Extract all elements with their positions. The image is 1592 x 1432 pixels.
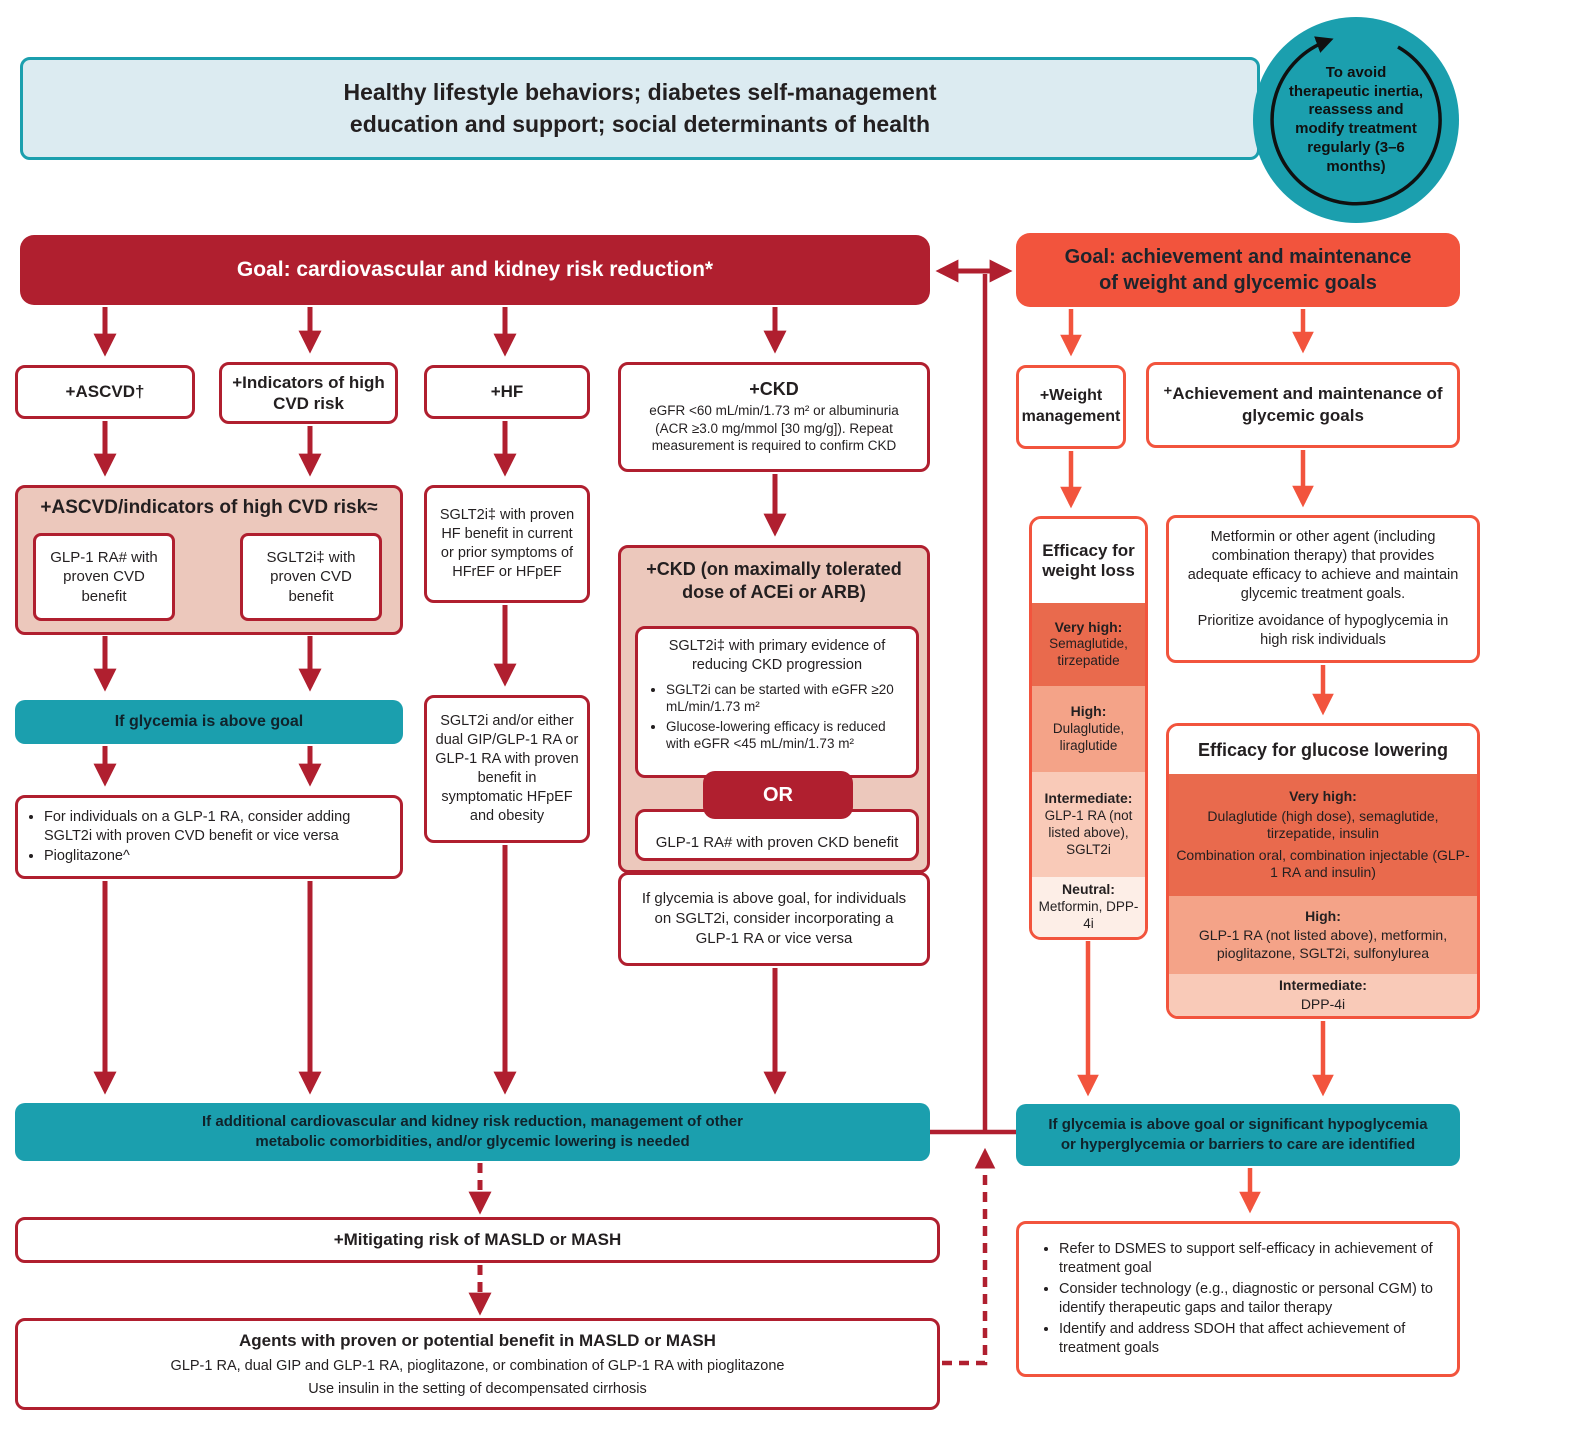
glucose-efficacy-header	[1169, 726, 1477, 774]
weight-tier-neutral	[1032, 877, 1145, 937]
tier-drugs: GLP-1 RA (not listed above), SGLT2i	[1044, 807, 1133, 857]
ckd-glycemia-note-text: If glycemia is above goal, for individuals on SGLT2i, consider incorporating a GLP-1 RA or vice versa	[641, 889, 907, 948]
therapeutic-inertia-circle	[1253, 17, 1459, 223]
ckd-sglt2-item: • SGLT2i can be started with eGFR ≥20 mL/min/1.73 m²	[666, 681, 910, 716]
goal-weight-glycemic-line1: Goal: achievement and maintenance	[1064, 246, 1412, 268]
glycemia-above-goal-bar	[15, 700, 403, 744]
or-pill	[703, 771, 853, 819]
tier-label: High:	[1070, 703, 1107, 720]
goal-weight-glycemic-header	[1016, 233, 1460, 307]
mitigating-masld-box	[15, 1217, 940, 1263]
tier-drugs: DPP-4i	[1300, 996, 1346, 1012]
cycle-arrow-icon	[1253, 17, 1459, 223]
therapeutic-inertia-text: To avoid therapeutic inertia, reassess and modify treatment regularly (3–6 months)	[1288, 63, 1424, 175]
ascvd-glp1-label: GLP-1 RA# with proven CVD benefit	[50, 548, 158, 605]
additional-risk-line1: If additional cardiovascular and kidney risk reduction, management of other	[202, 1112, 743, 1130]
glucose-tier-high	[1169, 896, 1477, 974]
weight-efficacy-title: Efficacy for weight loss	[1042, 540, 1135, 580]
weight-efficacy-header	[1032, 519, 1145, 603]
hf-benefit-box	[424, 485, 590, 603]
box-ckd-text: eGFR <60 mL/min/1.73 m² or albuminuria (ACR ≥3.0 mg/mmol [30 mg/g]). Repeat measurement is required to confirm CKD	[649, 403, 899, 454]
weight-efficacy-box	[1029, 516, 1148, 940]
dsmes-followup-item: • Consider technology (e.g., diagnostic or personal CGM) to identify therapeutic gaps and tailor therapy	[1059, 1280, 1443, 1318]
ascvd-sglt2-box	[240, 533, 382, 621]
goal-weight-glycemic-line2: of weight and glycemic goals	[1099, 272, 1377, 294]
mitigating-masld-label: +Mitigating risk of MASLD or MASH	[333, 1230, 622, 1249]
weight-tier-very-high	[1032, 603, 1145, 686]
tier-drugs: Semaglutide, tirzepatide	[1049, 636, 1128, 669]
tier-label: High:	[1305, 907, 1341, 924]
cvd-consider-item: • Pioglitazone^	[44, 847, 400, 866]
box-achieve-glycemic	[1146, 362, 1460, 448]
cvd-consider-list	[18, 806, 400, 869]
weight-tier-high	[1032, 686, 1145, 772]
or-label: OR	[763, 783, 793, 806]
glycemia-barriers-line2: or hyperglycemia or barriers to care are identified	[1060, 1136, 1416, 1153]
metformin-text: Metformin or other agent (including combination therapy) that provides adequate efficacy to achieve and maintain glycemic treatment goals.	[1187, 529, 1459, 602]
ckd-group	[618, 545, 930, 873]
ckd-sglt2-box	[635, 626, 919, 778]
box-ascvd	[15, 365, 195, 419]
ckd-sglt2-heading: SGLT2i‡ with primary evidence of reducing CKD progression	[668, 638, 886, 673]
ckd-group-title: +CKD (on maximally tolerated dose of ACEi or ARB)	[646, 559, 902, 602]
glycemia-barriers-line1: If glycemia is above goal or significant hypoglycemia	[1048, 1115, 1428, 1133]
ascvd-glp1-box	[33, 533, 175, 621]
hf-benefit-text: SGLT2i‡ with proven HF benefit in current or prior symptoms of HFrEF or HFpEF	[439, 507, 575, 580]
glucose-efficacy-title: Efficacy for glucose lowering	[1197, 739, 1449, 760]
tier-drugs: Combination oral, combination injectable (GLP-1 RA and insulin)	[1176, 846, 1470, 881]
box-ascvd-label: +ASCVD†	[65, 382, 145, 401]
additional-risk-line2: metabolic comorbidities, and/or glycemic lowering is needed	[255, 1133, 690, 1150]
tier-label: Neutral:	[1062, 881, 1115, 898]
masld-agents-line2: Use insulin in the setting of decompensated cirrhosis	[308, 1380, 647, 1397]
box-achieve-label: ⁺Achievement and maintenance of glycemic goals	[1163, 383, 1443, 425]
ckd-sglt2-item: • Glucose-lowering efficacy is reduced with eGFR <45 mL/min/1.73 m²	[666, 718, 910, 753]
additional-risk-bar	[15, 1103, 930, 1161]
box-weight-label: +Weight management	[1021, 387, 1121, 425]
goal-cardio-kidney-header	[20, 235, 930, 305]
lifestyle-banner-line2: education and support; social determinants of health	[349, 110, 931, 137]
dsmes-followup-item: • Identify and address SDOH that affect achievement of treatment goals	[1059, 1320, 1443, 1358]
glucose-tier-very-high	[1169, 774, 1477, 896]
tier-label: Intermediate:	[1279, 976, 1367, 993]
metformin-box	[1166, 515, 1480, 663]
tier-label: Very high:	[1054, 618, 1123, 635]
box-indicators-label: +Indicators of high CVD risk	[232, 372, 385, 413]
hypoglycemia-text: Prioritize avoidance of hypoglycemia in high risk individuals	[1197, 612, 1449, 648]
hf-gip-glp1-box	[424, 695, 590, 843]
masld-agents-line1: GLP-1 RA, dual GIP and GLP-1 RA, pioglitazone, or combination of GLP-1 RA with pioglitazone	[170, 1357, 785, 1374]
cvd-consider-box	[15, 795, 403, 879]
hf-gip-glp1-text: SGLT2i and/or either dual GIP/GLP-1 RA or GLP-1 RA with proven benefit in symptomatic HFpEF and obesity	[435, 713, 579, 824]
dsmes-followup-list	[1033, 1238, 1443, 1359]
ckd-glp1-label: GLP-1 RA# with proven CKD benefit	[655, 833, 899, 851]
glucose-tier-intermediate	[1169, 974, 1477, 1016]
ckd-sglt2-list	[644, 681, 910, 753]
dsmes-followup-box	[1016, 1221, 1460, 1377]
weight-tier-intermediate	[1032, 772, 1145, 877]
ckd-glycemia-note-box	[618, 872, 930, 966]
box-hf-label: +HF	[490, 382, 524, 401]
dsmes-followup-item: • Refer to DSMES to support self-efficacy in achievement of treatment goal	[1059, 1240, 1443, 1278]
box-indicators-cvd-risk	[219, 362, 398, 424]
tier-drugs: GLP-1 RA (not listed above), metformin, pioglitazone, SGLT2i, sulfonylurea	[1198, 927, 1448, 961]
ascvd-group-title: +ASCVD/indicators of high CVD risk≈	[40, 497, 378, 518]
tier-drugs: Dulaglutide, liraglutide	[1052, 720, 1125, 753]
tier-label: Intermediate:	[1044, 790, 1133, 807]
glycemia-above-goal-label: If glycemia is above goal	[114, 713, 304, 730]
lifestyle-banner-line1: Healthy lifestyle behaviors; diabetes self-management	[343, 79, 937, 106]
box-ckd	[618, 362, 930, 472]
lifestyle-banner	[20, 57, 1260, 160]
goal-cardio-kidney-title: Goal: cardiovascular and kidney risk reduction*	[236, 258, 714, 281]
cvd-consider-item: • For individuals on a GLP-1 RA, consider adding SGLT2i with proven CVD benefit or vice versa	[44, 808, 400, 846]
masld-agents-box	[15, 1318, 940, 1410]
tier-label: Very high:	[1289, 788, 1357, 805]
tier-drugs: Dulaglutide (high dose), semaglutide, tirzepatide, insulin	[1207, 807, 1439, 842]
box-ckd-title: +CKD	[749, 379, 799, 400]
box-weight-management	[1016, 365, 1126, 449]
ascvd-group	[15, 485, 403, 635]
masld-agents-title: Agents with proven or potential benefit in MASLD or MASH	[239, 1330, 716, 1350]
box-hf	[424, 365, 590, 419]
glucose-efficacy-box	[1166, 723, 1480, 1019]
tier-drugs: Metformin, DPP-4i	[1038, 898, 1139, 931]
ascvd-sglt2-label: SGLT2i‡ with proven CVD benefit	[266, 548, 356, 605]
glycemia-barriers-bar	[1016, 1104, 1460, 1166]
